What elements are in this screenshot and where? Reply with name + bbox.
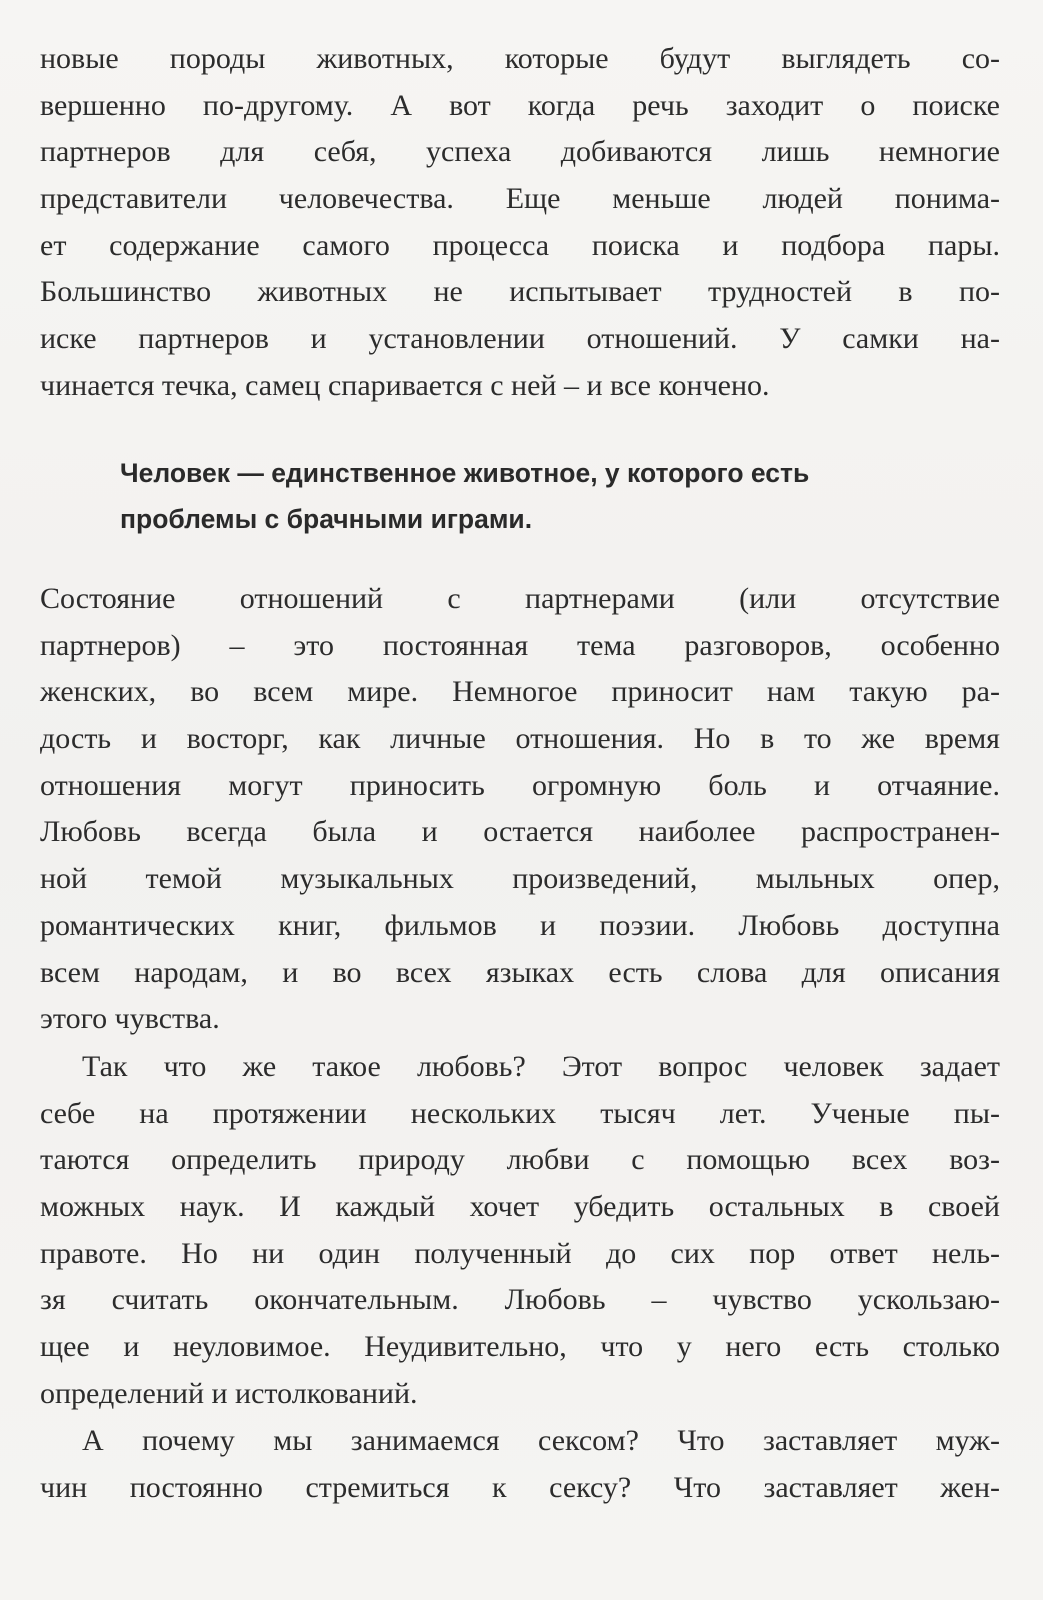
text-line: партнеров) – это постоянная тема разговоров, особенно: [40, 628, 1000, 662]
text-line: Так что же такое любовь? Этот вопрос человек задает: [82, 1050, 1000, 1083]
pull-quote: [120, 450, 980, 542]
text-line: иске партнеров и установлении отношений. У самки на-: [40, 322, 1000, 356]
text-line: новые породы животных, которые будут выглядеть со-: [40, 42, 1000, 75]
text-line: ной темой музыкальных произведений, мыльных опер,: [40, 862, 1000, 896]
text-line: чин постоянно стремиться к сексу? Что заставляет жен-: [40, 1470, 1000, 1504]
text-line: правоте. Но ни один полученный до сих пор ответ нель-: [40, 1236, 1000, 1270]
pull-quote-line: Человек — единственное животное, у которого есть: [120, 458, 810, 488]
text-line: можных наук. И каждый хочет убедить остальных в своей: [40, 1190, 1000, 1224]
text-line: таются определить природу любви с помощью всех воз-: [40, 1143, 1000, 1177]
text-line: отношения могут приносить огромную боль и отчаяние.: [40, 768, 1000, 802]
paragraph-why-sex: [40, 1418, 1000, 1511]
text-line: Любовь всегда была и остается наиболее распространен-: [40, 815, 1000, 849]
text-line: всем народам, и во всех языках есть слова для описания: [40, 955, 1000, 989]
text-line: Большинство животных не испытывает трудностей в по-: [40, 275, 1000, 309]
pull-quote-line: проблемы с брачными играми.: [120, 504, 533, 534]
text-line: романтических книг, фильмов и поэзии. Любовь доступна: [40, 908, 1000, 942]
text-line: Состояние отношений с партнерами (или отсутствие: [40, 582, 1000, 615]
text-line: чинается течка, самец спаривается с ней – и все кончено.: [40, 368, 770, 402]
text-line: партнеров для себя, успеха добиваются лишь немногие: [40, 135, 1000, 169]
text-line: представители человечества. Еще меньше людей понима-: [40, 182, 1000, 216]
text-line: дость и восторг, как личные отношения. Но в то же время: [40, 722, 1000, 756]
text-line: определений и истолкований.: [40, 1376, 418, 1410]
text-line: зя считать окончательным. Любовь – чувство ускользаю-: [40, 1283, 1000, 1317]
text-line: ет содержание самого процесса поиска и подбора пары.: [40, 228, 1000, 262]
paragraph-relationships: [40, 576, 1000, 1043]
paragraph-what-is-love: [40, 1044, 1000, 1418]
text-line: вершенно по-другому. А вот когда речь заходит о поиске: [40, 88, 1000, 122]
text-line: щее и неуловимое. Неудивительно, что у него есть столько: [40, 1330, 1000, 1364]
text-line: себе на протяжении нескольких тысяч лет. Ученые пы-: [40, 1096, 1000, 1130]
text-line: А почему мы занимаемся сексом? Что заставляет муж-: [82, 1424, 1000, 1457]
paragraph-animals-mating: [40, 36, 1000, 410]
text-line: этого чувства.: [40, 1002, 220, 1036]
text-line: женских, во всем мире. Немногое приносит нам такую ра-: [40, 675, 1000, 709]
